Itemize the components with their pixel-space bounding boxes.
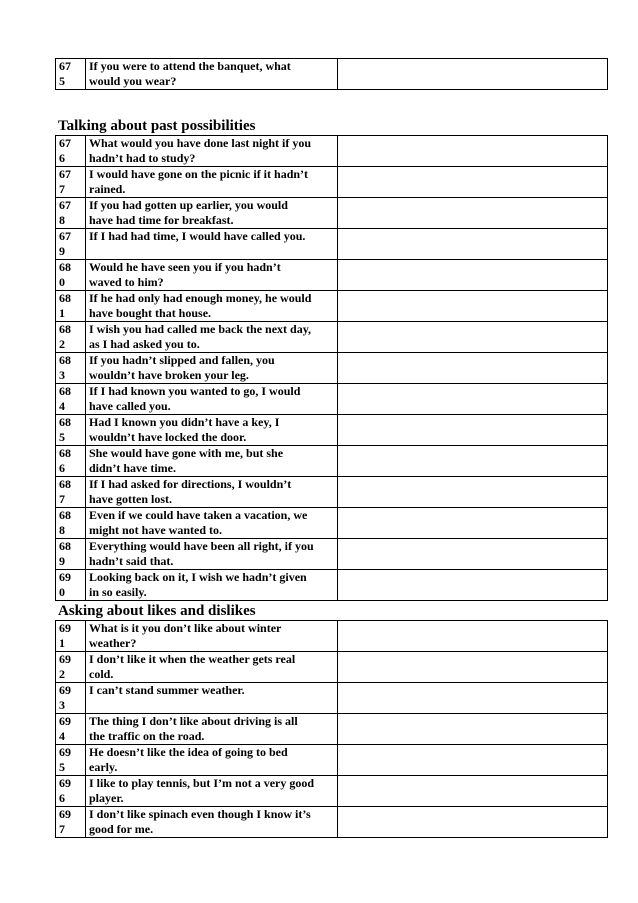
phrase-line: If you were to attend the banquet, what bbox=[89, 59, 291, 73]
section-heading-likes-dislikes: Asking about likes and dislikes bbox=[58, 603, 256, 619]
table-row bbox=[56, 322, 608, 353]
table-row bbox=[56, 621, 608, 652]
answer-cell[interactable] bbox=[338, 745, 608, 776]
phrase-text bbox=[86, 322, 338, 353]
phrase-line: What would you have done last night if you bbox=[89, 136, 312, 150]
phrase-line: Looking back on it, I wish we hadn’t given bbox=[89, 570, 307, 584]
answer-cell[interactable] bbox=[338, 167, 608, 198]
item-number bbox=[56, 384, 86, 415]
item-number bbox=[56, 508, 86, 539]
item-number-part: 2 bbox=[59, 667, 65, 681]
answer-cell[interactable] bbox=[338, 652, 608, 683]
phrase-line: hadn’t had to study? bbox=[89, 151, 196, 165]
phrase-line: The thing I don’t like about driving is all bbox=[89, 714, 298, 728]
item-number-part: 68 bbox=[59, 415, 71, 429]
item-number-part: 7 bbox=[59, 822, 65, 836]
item-number bbox=[56, 136, 86, 167]
table-row bbox=[56, 776, 608, 807]
phrase-line: She would have gone with me, but she bbox=[89, 446, 284, 460]
answer-cell[interactable] bbox=[338, 508, 608, 539]
phrase-line: If you hadn’t slipped and fallen, you bbox=[89, 353, 275, 367]
item-number-part: 68 bbox=[59, 539, 71, 553]
phrase-line: Had I known you didn’t have a key, I bbox=[89, 415, 280, 429]
table-row bbox=[56, 683, 608, 714]
item-number bbox=[56, 415, 86, 446]
phrase-line: I wish you had called me back the next day, bbox=[89, 322, 312, 336]
item-number bbox=[56, 260, 86, 291]
phrase-line: Everything would have been all right, if you bbox=[89, 539, 314, 553]
phrase-table-intro bbox=[55, 58, 608, 90]
phrase-text bbox=[86, 260, 338, 291]
phrase-line: I don’t like it when the weather gets real bbox=[89, 652, 296, 666]
phrase-table-body bbox=[56, 621, 608, 838]
phrase-text bbox=[86, 621, 338, 652]
table-row bbox=[56, 446, 608, 477]
item-number-part: 69 bbox=[59, 621, 71, 635]
phrase-line: early. bbox=[89, 760, 118, 774]
item-number-part: 3 bbox=[59, 368, 65, 382]
phrase-line: have bought that house. bbox=[89, 306, 212, 320]
phrase-line: the traffic on the road. bbox=[89, 729, 205, 743]
phrase-line: have had time for breakfast. bbox=[89, 213, 234, 227]
item-number bbox=[56, 621, 86, 652]
answer-cell[interactable] bbox=[338, 136, 608, 167]
answer-cell[interactable] bbox=[338, 683, 608, 714]
phrase-text bbox=[86, 807, 338, 838]
item-number bbox=[56, 652, 86, 683]
phrase-text bbox=[86, 384, 338, 415]
item-number-part: 9 bbox=[59, 554, 65, 568]
table-row bbox=[56, 415, 608, 446]
table-row bbox=[56, 508, 608, 539]
item-number-part: 67 bbox=[59, 59, 71, 73]
table-row bbox=[56, 167, 608, 198]
item-number-part: 69 bbox=[59, 745, 71, 759]
answer-cell[interactable] bbox=[338, 291, 608, 322]
item-number bbox=[56, 322, 86, 353]
phrase-line: have called you. bbox=[89, 399, 171, 413]
item-number-part: 69 bbox=[59, 714, 71, 728]
phrase-table-past-possibilities bbox=[55, 135, 608, 601]
table-row bbox=[56, 570, 608, 601]
item-number bbox=[56, 539, 86, 570]
phrase-table-body bbox=[56, 136, 608, 601]
phrase-text bbox=[86, 229, 338, 260]
item-number-part: 1 bbox=[59, 306, 65, 320]
item-number-part: 69 bbox=[59, 683, 71, 697]
item-number bbox=[56, 446, 86, 477]
phrase-line: cold. bbox=[89, 667, 114, 681]
phrase-line: I would have gone on the picnic if it hadn’t bbox=[89, 167, 309, 181]
phrase-line: didn’t have time. bbox=[89, 461, 176, 475]
phrase-line: good for me. bbox=[89, 822, 154, 836]
table-row bbox=[56, 745, 608, 776]
item-number-part: 6 bbox=[59, 791, 65, 805]
item-number bbox=[56, 229, 86, 260]
item-number-part: 68 bbox=[59, 508, 71, 522]
phrase-text bbox=[86, 683, 338, 714]
item-number bbox=[56, 353, 86, 384]
item-number-part: 67 bbox=[59, 229, 71, 243]
phrase-line: as I had asked you to. bbox=[89, 337, 200, 351]
item-number bbox=[56, 291, 86, 322]
item-number bbox=[56, 683, 86, 714]
item-number-part: 9 bbox=[59, 244, 65, 258]
item-number bbox=[56, 776, 86, 807]
phrase-line: waved to him? bbox=[89, 275, 164, 289]
answer-cell[interactable] bbox=[338, 539, 608, 570]
table-row bbox=[56, 807, 608, 838]
phrase-line: wouldn’t have broken your leg. bbox=[89, 368, 249, 382]
item-number-part: 4 bbox=[59, 729, 65, 743]
answer-cell[interactable] bbox=[338, 807, 608, 838]
item-number-part: 68 bbox=[59, 446, 71, 460]
item-number-part: 5 bbox=[59, 74, 65, 88]
phrase-text bbox=[86, 446, 338, 477]
phrase-text bbox=[86, 198, 338, 229]
item-number-part: 68 bbox=[59, 384, 71, 398]
item-number-part: 8 bbox=[59, 523, 65, 537]
item-number-part: 69 bbox=[59, 807, 71, 821]
phrase-text bbox=[86, 136, 338, 167]
item-number-part: 1 bbox=[59, 636, 65, 650]
item-number bbox=[56, 167, 86, 198]
phrase-text bbox=[86, 652, 338, 683]
table-row bbox=[56, 291, 608, 322]
table-row bbox=[56, 714, 608, 745]
phrase-line: If he had only had enough money, he would bbox=[89, 291, 312, 305]
item-number-part: 0 bbox=[59, 275, 65, 289]
phrase-text bbox=[86, 539, 338, 570]
phrase-text bbox=[86, 477, 338, 508]
item-number-part: 8 bbox=[59, 213, 65, 227]
table-row bbox=[56, 136, 608, 167]
answer-cell[interactable] bbox=[338, 59, 608, 90]
answer-cell[interactable] bbox=[338, 229, 608, 260]
item-number-part: 69 bbox=[59, 652, 71, 666]
item-number-part: 68 bbox=[59, 477, 71, 491]
phrase-line: He doesn’t like the idea of going to bed bbox=[89, 745, 288, 759]
answer-cell[interactable] bbox=[338, 477, 608, 508]
item-number-part: 68 bbox=[59, 353, 71, 367]
phrase-text bbox=[86, 291, 338, 322]
item-number bbox=[56, 198, 86, 229]
table-row bbox=[56, 477, 608, 508]
item-number-part: 67 bbox=[59, 198, 71, 212]
phrase-text bbox=[86, 776, 338, 807]
phrase-table-body bbox=[56, 59, 608, 90]
item-number-part: 7 bbox=[59, 182, 65, 196]
table-row bbox=[56, 539, 608, 570]
phrase-line: I can’t stand summer weather. bbox=[89, 683, 245, 697]
table-row bbox=[56, 59, 608, 90]
table-row bbox=[56, 229, 608, 260]
phrase-text bbox=[86, 745, 338, 776]
answer-cell[interactable] bbox=[338, 260, 608, 291]
answer-cell[interactable] bbox=[338, 353, 608, 384]
phrase-text bbox=[86, 570, 338, 601]
phrase-line: If I had asked for directions, I wouldn’t bbox=[89, 477, 292, 491]
item-number-part: 68 bbox=[59, 260, 71, 274]
phrase-text bbox=[86, 714, 338, 745]
table-row bbox=[56, 198, 608, 229]
phrase-text bbox=[86, 508, 338, 539]
answer-cell[interactable] bbox=[338, 570, 608, 601]
answer-cell[interactable] bbox=[338, 322, 608, 353]
item-number bbox=[56, 570, 86, 601]
item-number-part: 69 bbox=[59, 570, 71, 584]
item-number-part: 68 bbox=[59, 322, 71, 336]
phrase-text bbox=[86, 353, 338, 384]
phrase-line: hadn’t said that. bbox=[89, 554, 174, 568]
phrase-line: If you had gotten up earlier, you would bbox=[89, 198, 288, 212]
phrase-line: in so easily. bbox=[89, 585, 147, 599]
phrase-text bbox=[86, 59, 338, 90]
phrase-line: have gotten lost. bbox=[89, 492, 172, 506]
item-number-part: 5 bbox=[59, 430, 65, 444]
phrase-line: If I had known you wanted to go, I would bbox=[89, 384, 301, 398]
phrase-line: If I had had time, I would have called you. bbox=[89, 229, 306, 243]
item-number-part: 4 bbox=[59, 399, 65, 413]
answer-cell[interactable] bbox=[338, 446, 608, 477]
phrase-text bbox=[86, 415, 338, 446]
item-number bbox=[56, 745, 86, 776]
phrase-line: Would he have seen you if you hadn’t bbox=[89, 260, 281, 274]
phrase-line: What is it you don’t like about winter bbox=[89, 621, 282, 635]
item-number-part: 67 bbox=[59, 167, 71, 181]
table-row bbox=[56, 652, 608, 683]
table-row bbox=[56, 384, 608, 415]
phrase-text bbox=[86, 167, 338, 198]
table-row bbox=[56, 260, 608, 291]
item-number-part: 7 bbox=[59, 492, 65, 506]
item-number-part: 0 bbox=[59, 585, 65, 599]
item-number bbox=[56, 59, 86, 90]
item-number bbox=[56, 477, 86, 508]
item-number-part: 68 bbox=[59, 291, 71, 305]
item-number-part: 6 bbox=[59, 461, 65, 475]
answer-cell[interactable] bbox=[338, 415, 608, 446]
phrase-line: I don’t like spinach even though I know it’s bbox=[89, 807, 311, 821]
phrase-line: rained. bbox=[89, 182, 126, 196]
phrase-table-likes-dislikes bbox=[55, 620, 608, 838]
item-number-part: 67 bbox=[59, 136, 71, 150]
phrase-line: player. bbox=[89, 791, 124, 805]
phrase-line: might not have wanted to. bbox=[89, 523, 223, 537]
table-row bbox=[56, 353, 608, 384]
phrase-line: wouldn’t have locked the door. bbox=[89, 430, 247, 444]
section-heading-past-possibilities: Talking about past possibilities bbox=[58, 118, 256, 134]
answer-cell[interactable] bbox=[338, 384, 608, 415]
item-number-part: 5 bbox=[59, 760, 65, 774]
phrase-line: weather? bbox=[89, 636, 137, 650]
item-number-part: 3 bbox=[59, 698, 65, 712]
phrase-line: would you wear? bbox=[89, 74, 177, 88]
item-number-part: 6 bbox=[59, 151, 65, 165]
item-number-part: 2 bbox=[59, 337, 65, 351]
answer-cell[interactable] bbox=[338, 714, 608, 745]
phrase-line: I like to play tennis, but I’m not a very good bbox=[89, 776, 315, 790]
item-number-part: 69 bbox=[59, 776, 71, 790]
answer-cell[interactable] bbox=[338, 198, 608, 229]
answer-cell[interactable] bbox=[338, 621, 608, 652]
answer-cell[interactable] bbox=[338, 776, 608, 807]
item-number bbox=[56, 807, 86, 838]
item-number bbox=[56, 714, 86, 745]
phrase-line: Even if we could have taken a vacation, we bbox=[89, 508, 308, 522]
